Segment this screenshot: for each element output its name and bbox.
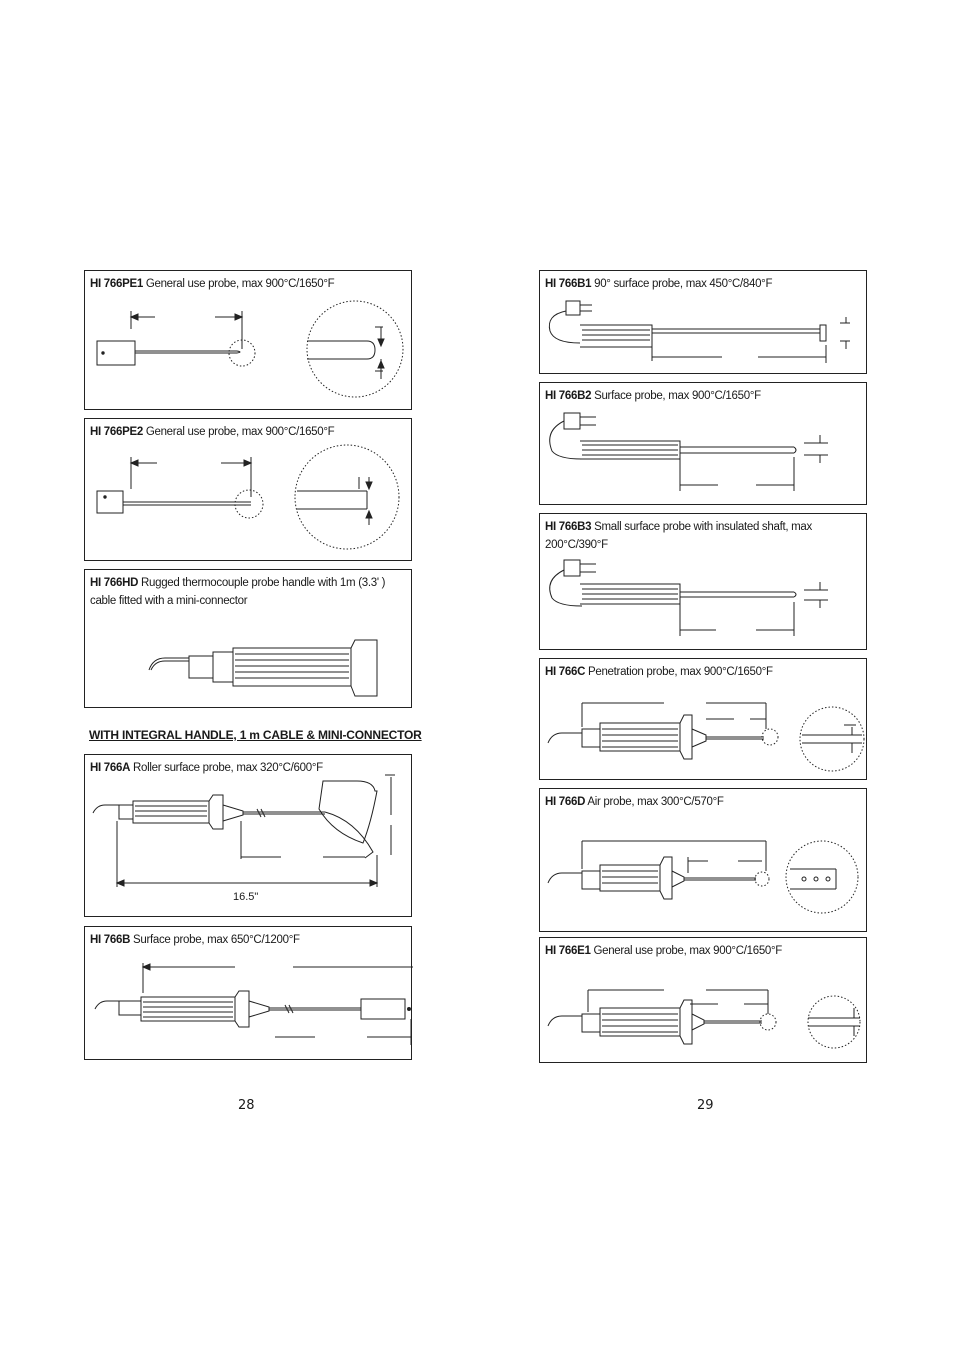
probe-drawing (540, 514, 868, 651)
probe-model: HI 766B3 (545, 521, 592, 533)
probe-description: General use probe, max 900°C/1650°F (593, 945, 783, 957)
probe-model: HI 766C (545, 666, 586, 678)
probe-model: HI 766B1 (545, 278, 592, 290)
probe-description: Small surface probe with insulated shaft, max 200°C/390°F (545, 521, 812, 551)
probe-card-hi766b1 (539, 270, 867, 374)
probe-drawing (540, 789, 868, 933)
probe-model: HI 766E1 (545, 945, 591, 957)
probe-model: HI 766PE2 (90, 426, 143, 438)
probe-card-hi766e1 (539, 937, 867, 1063)
probe-card-hi766hd (84, 569, 412, 708)
section-heading: WITH INTEGRAL HANDLE, 1 m CABLE & MINI-CONNECTOR (89, 728, 422, 742)
probe-card-hi766pe2 (84, 418, 412, 561)
probe-description: Air probe, max 300°C/570°F (587, 796, 724, 808)
probe-drawing (85, 570, 413, 709)
page-number-left: 28 (238, 1098, 255, 1113)
probe-model: HI 766HD (90, 577, 139, 589)
probe-description: Surface probe, max 900°C/1650°F (594, 390, 761, 402)
probe-description: General use probe, max 900°C/1650°F (145, 278, 335, 290)
probe-model: HI 766A (90, 762, 131, 774)
probe-description: General use probe, max 900°C/1650°F (145, 426, 335, 438)
probe-description: Roller surface probe, max 320°C/600°F (133, 762, 323, 774)
dimension-label: 16.5" (233, 891, 259, 903)
probe-card-hi766a (84, 754, 412, 917)
probe-card-hi766c (539, 658, 867, 780)
probe-model: HI 766PE1 (90, 278, 143, 290)
probe-card-hi766b (84, 926, 412, 1060)
probe-model: HI 766B2 (545, 390, 592, 402)
probe-card-hi766d (539, 788, 867, 932)
probe-card-hi766b3 (539, 513, 867, 650)
probe-drawing (85, 927, 413, 1061)
probe-model: HI 766B (90, 934, 131, 946)
probe-drawing (540, 659, 868, 781)
probe-description: Penetration probe, max 900°C/1650°F (588, 666, 773, 678)
probe-drawing (540, 383, 868, 506)
probe-drawing (85, 419, 413, 562)
probe-drawing (540, 271, 868, 375)
probe-drawing (85, 271, 413, 411)
probe-description: 90° surface probe, max 450°C/840°F (594, 278, 773, 290)
probe-description: Rugged thermocouple probe handle with 1m (3.3' ) cable fitted with a mini-connector (90, 577, 386, 607)
probe-card-hi766pe1 (84, 270, 412, 410)
page-number-right: 29 (697, 1098, 714, 1113)
probe-card-hi766b2 (539, 382, 867, 505)
probe-drawing (540, 938, 868, 1064)
probe-description: Surface probe, max 650°C/1200°F (133, 934, 300, 946)
probe-model: HI 766D (545, 796, 586, 808)
